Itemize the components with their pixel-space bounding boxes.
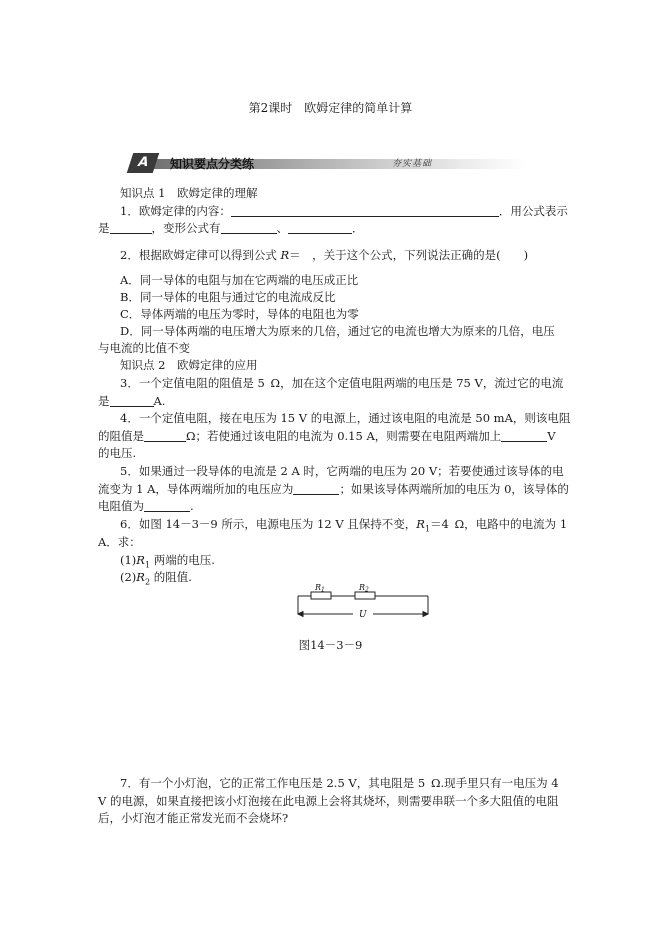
q6-symbol-r1-sub: 1 xyxy=(424,524,431,534)
banner-title: 知识要点分类练 xyxy=(170,157,255,171)
q6-part2-sub: 2 xyxy=(144,577,151,587)
q2-option-b: B．同一导体的电阻与通过它的电流成反比 xyxy=(120,290,336,304)
figure-caption: 图14－3－9 xyxy=(298,638,363,652)
q5-text-e: . xyxy=(190,499,194,513)
question-7-line-2: V 的电源，如果直接把该小灯泡接在此电源上会将其烧坏，则需要串联一个多大阻值的电阻 xyxy=(98,794,559,808)
q6-part2-num: (2) xyxy=(120,570,137,584)
label-r1: R1 xyxy=(315,584,325,594)
q6-symbol-r1: R xyxy=(416,517,425,531)
q1-blank-variant-1 xyxy=(221,221,277,234)
question-1-line-2 xyxy=(98,220,568,236)
q6-part1-num: (1) xyxy=(120,553,137,567)
q3-text-c: A. xyxy=(153,394,166,408)
q2-option-c: C．导体两端的电压为零时，导体的电阻也为零 xyxy=(120,307,359,321)
page-title: 第2课时 欧姆定律的简单计算 xyxy=(248,101,413,115)
q1-blank-content xyxy=(231,204,499,217)
question-3-line-2 xyxy=(98,393,568,409)
q6-part1-sub: 1 xyxy=(144,560,151,570)
q2-option-d-cont: 与电流的比值不变 xyxy=(98,341,190,355)
knowledge-point-2: 知识点 2 欧姆定律的应用 xyxy=(120,358,258,372)
q2-text-b: ＝ ，关于这个公式，下列说法正确的是( ) xyxy=(289,248,529,262)
question-5-line-3 xyxy=(98,498,568,514)
question-1-line-1 xyxy=(120,203,568,219)
q5-text-b: 流变为 1 A，导体两端所加的电压应为 xyxy=(98,482,294,496)
question-7-line-1: 7．有一个小灯泡，它的正常工作电压是 2.5 V，其电阻是 5 Ω.现手里只有一电压为 4 xyxy=(120,776,559,790)
q2-option-d: D．同一导体两端的电压增大为原来的几倍，通过它的电流也增大为原来的几倍，电压 xyxy=(120,324,555,338)
question-2 xyxy=(120,247,568,263)
q4-blank-voltage xyxy=(501,429,547,442)
q5-blank-voltage xyxy=(293,482,339,495)
question-3-line-1: 3．一个定值电阻的阻值是 5 Ω，加在这个定值电阻两端的电压是 75 V，流过它的电流 xyxy=(120,376,564,390)
circuit-diagram xyxy=(293,584,433,632)
q5-blank-resistance xyxy=(144,499,190,512)
q6-text-b: ＝4 Ω，电路中的电流为 1 xyxy=(430,517,568,531)
q1-text-d: ，变形公式有 xyxy=(151,221,221,235)
label-u: U xyxy=(359,610,367,620)
q1-text-c: 是 xyxy=(98,221,110,235)
section-banner xyxy=(130,152,530,174)
q6-part1-text: 两端的电压. xyxy=(150,553,215,567)
q4-text-d: V xyxy=(547,429,556,443)
q1-text-e: 、 xyxy=(276,221,288,235)
q6-part1-r: R xyxy=(136,553,145,567)
q5-text-d: 电阻值为 xyxy=(98,499,144,513)
question-4-line-1: 4．一个定值电阻，接在电压为 15 V 的电源上，通过该电阻的电流是 50 mA，则该电阻 xyxy=(120,411,571,425)
question-7-line-3: 后，小灯泡才能正常发光而不会烧坏? xyxy=(98,811,289,825)
q4-text-c: Ω；若使通过该电阻的电流为 0.15 A，则需要在电阻两端加上 xyxy=(186,429,502,443)
q3-text-b: 是 xyxy=(98,394,110,408)
question-4-line-2 xyxy=(98,428,568,444)
knowledge-point-1: 知识点 1 欧姆定律的理解 xyxy=(120,186,258,200)
question-4-line-3: 的电压. xyxy=(98,446,137,460)
q2-symbol-r: R xyxy=(280,248,290,262)
q2-option-a: A．同一导体的电阻与加在它两端的电压成正比 xyxy=(120,273,359,287)
q3-blank-current xyxy=(110,394,154,407)
q1-blank-variant-2 xyxy=(288,221,352,234)
question-5-line-1: 5．如果通过一段导体的电流是 2 A 时，它两端的电压为 20 V；若要使通过该导体的电 xyxy=(120,464,564,478)
q4-blank-resistance xyxy=(144,429,186,442)
q4-text-b: 的阻值是 xyxy=(98,429,144,443)
q6-part2-r: R xyxy=(136,570,145,584)
q5-text-c: ；如果该导体两端所加的电压为 0，该导体的 xyxy=(339,482,569,496)
q6-part2-text: 的阻值. xyxy=(150,570,192,584)
q1-text-b: ．用公式表示 xyxy=(498,204,568,218)
q6-text-a: 6．如图 14－3－9 所示，电源电压为 12 V 且保持不变， xyxy=(120,517,417,531)
question-5-line-2 xyxy=(98,481,568,497)
label-r2: R2 xyxy=(359,584,369,594)
q1-text-f: ． xyxy=(352,221,364,235)
question-6-line-2: A．求： xyxy=(98,535,141,549)
banner-subtitle: 夯实基础 xyxy=(392,159,433,169)
q1-blank-formula xyxy=(110,221,152,234)
q1-text-a: 1．欧姆定律的内容： xyxy=(120,204,231,218)
q2-text-a: 2．根据欧姆定律可以得到公式 xyxy=(120,248,277,262)
banner-badge: A xyxy=(127,153,159,173)
